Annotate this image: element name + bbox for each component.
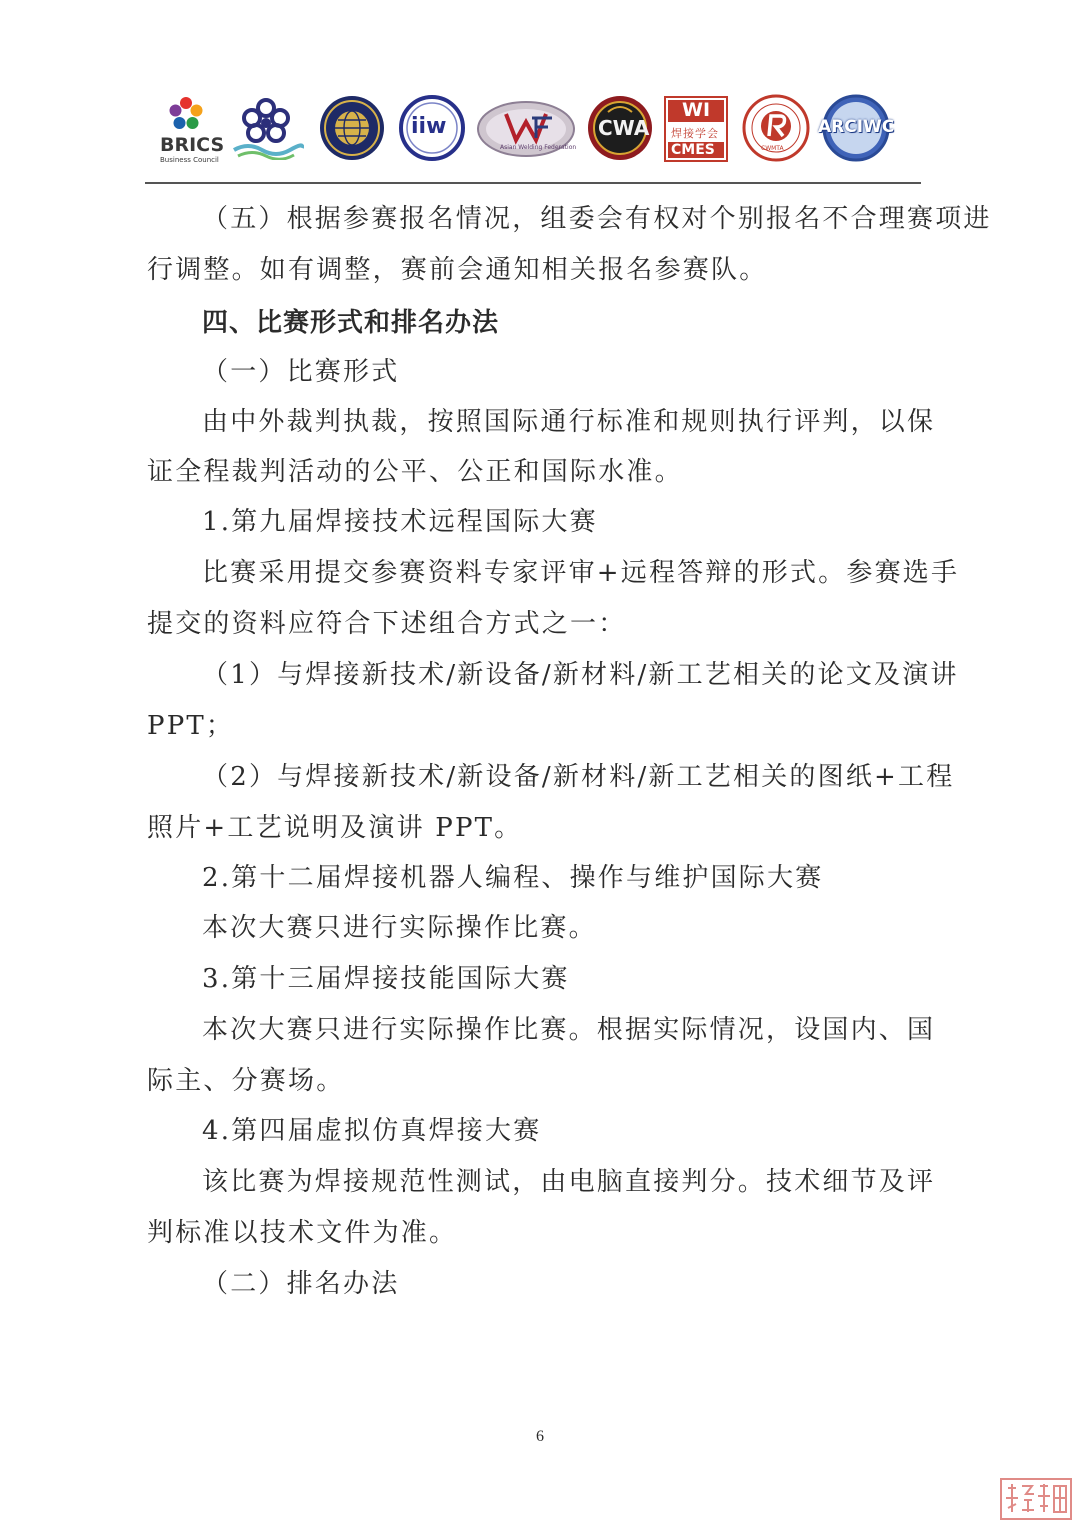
page-number: 6 bbox=[536, 1428, 544, 1445]
paragraph-line: 由中外裁判执裁，按照国际通行标准和规则执行评判，以保 bbox=[202, 407, 936, 437]
arciwc-logo-text: ARCIWC bbox=[818, 117, 895, 137]
cmes-logo-chinese-text: 焊接学会 bbox=[671, 127, 719, 140]
paragraph-line: 该比赛为焊接规范性测试，由电脑直接判分。技术细节及评 bbox=[202, 1167, 936, 1197]
cwa-logo-text: CWA bbox=[598, 116, 650, 140]
asian-welding-federation-logo bbox=[476, 100, 576, 158]
paragraph-line: （五）根据参赛报名情况，组委会有权对个别报名不合理赛项进 bbox=[202, 204, 992, 234]
red-seal-stamp-icon bbox=[1000, 1478, 1072, 1520]
item-heading: 3.第十三届焊接技能国际大赛 bbox=[202, 964, 570, 994]
paragraph-line: 比赛采用提交参赛资料专家评审+远程答辩的形式。参赛选手 bbox=[202, 558, 960, 588]
item-heading: 1.第九届焊接技术远程国际大赛 bbox=[202, 507, 598, 537]
cmes-logo-wi-text: WI bbox=[682, 99, 711, 121]
paragraph-line: 本次大赛只进行实际操作比赛。根据实际情况，设国内、国 bbox=[202, 1015, 936, 1045]
header-divider bbox=[145, 182, 921, 184]
paragraph-line: （2）与焊接新技术/新设备/新材料/新工艺相关的图纸+工程 bbox=[202, 762, 955, 792]
paragraph-line: 本次大赛只进行实际操作比赛。 bbox=[202, 913, 597, 943]
section-heading: 四、比赛形式和排名办法 bbox=[202, 308, 500, 338]
subsection-heading: （二）排名办法 bbox=[202, 1269, 400, 1299]
paragraph-line: （1）与焊接新技术/新设备/新材料/新工艺相关的论文及演讲 bbox=[202, 660, 959, 690]
cmes-logo bbox=[664, 96, 728, 162]
item-heading: 4.第四届虚拟仿真焊接大赛 bbox=[202, 1116, 542, 1146]
iiw-logo-text: iiw bbox=[411, 114, 447, 139]
awf-logo-text: Asian Welding Federation bbox=[500, 144, 577, 151]
cmes-logo-cmes-text: CMES bbox=[671, 142, 715, 158]
logo-bar bbox=[150, 92, 920, 172]
item-heading: 2.第十二届焊接机器人编程、操作与维护国际大赛 bbox=[202, 863, 824, 893]
globe-emblem-logo bbox=[318, 94, 386, 162]
cwa-logo bbox=[586, 94, 654, 162]
paragraph-line: 照片+工艺说明及演讲 PPT。 bbox=[147, 813, 523, 843]
paragraph-line: 提交的资料应符合下述组合方式之一： bbox=[147, 609, 627, 639]
arciwc-logo bbox=[818, 94, 895, 162]
brics-logo-text: BRICS bbox=[160, 134, 225, 156]
iiw-logo bbox=[398, 94, 466, 162]
paragraph-line: 行调整。如有调整，赛前会通知相关报名参赛队。 bbox=[147, 255, 768, 285]
subsection-heading: （一）比赛形式 bbox=[202, 357, 400, 387]
cwmta-logo-text: CWMTA bbox=[761, 145, 784, 152]
paragraph-line: 判标准以技术文件为准。 bbox=[147, 1218, 458, 1248]
paragraph-line: 证全程裁判活动的公平、公正和国际水准。 bbox=[147, 457, 683, 487]
paragraph-line: PPT； bbox=[147, 711, 235, 741]
cwmta-logo bbox=[742, 94, 810, 162]
brics-star-logo bbox=[158, 94, 225, 166]
rings-flower-logo bbox=[228, 94, 304, 160]
paragraph-line: 际主、分赛场。 bbox=[147, 1066, 345, 1096]
brics-logo-subtext: Business Council bbox=[160, 156, 219, 164]
